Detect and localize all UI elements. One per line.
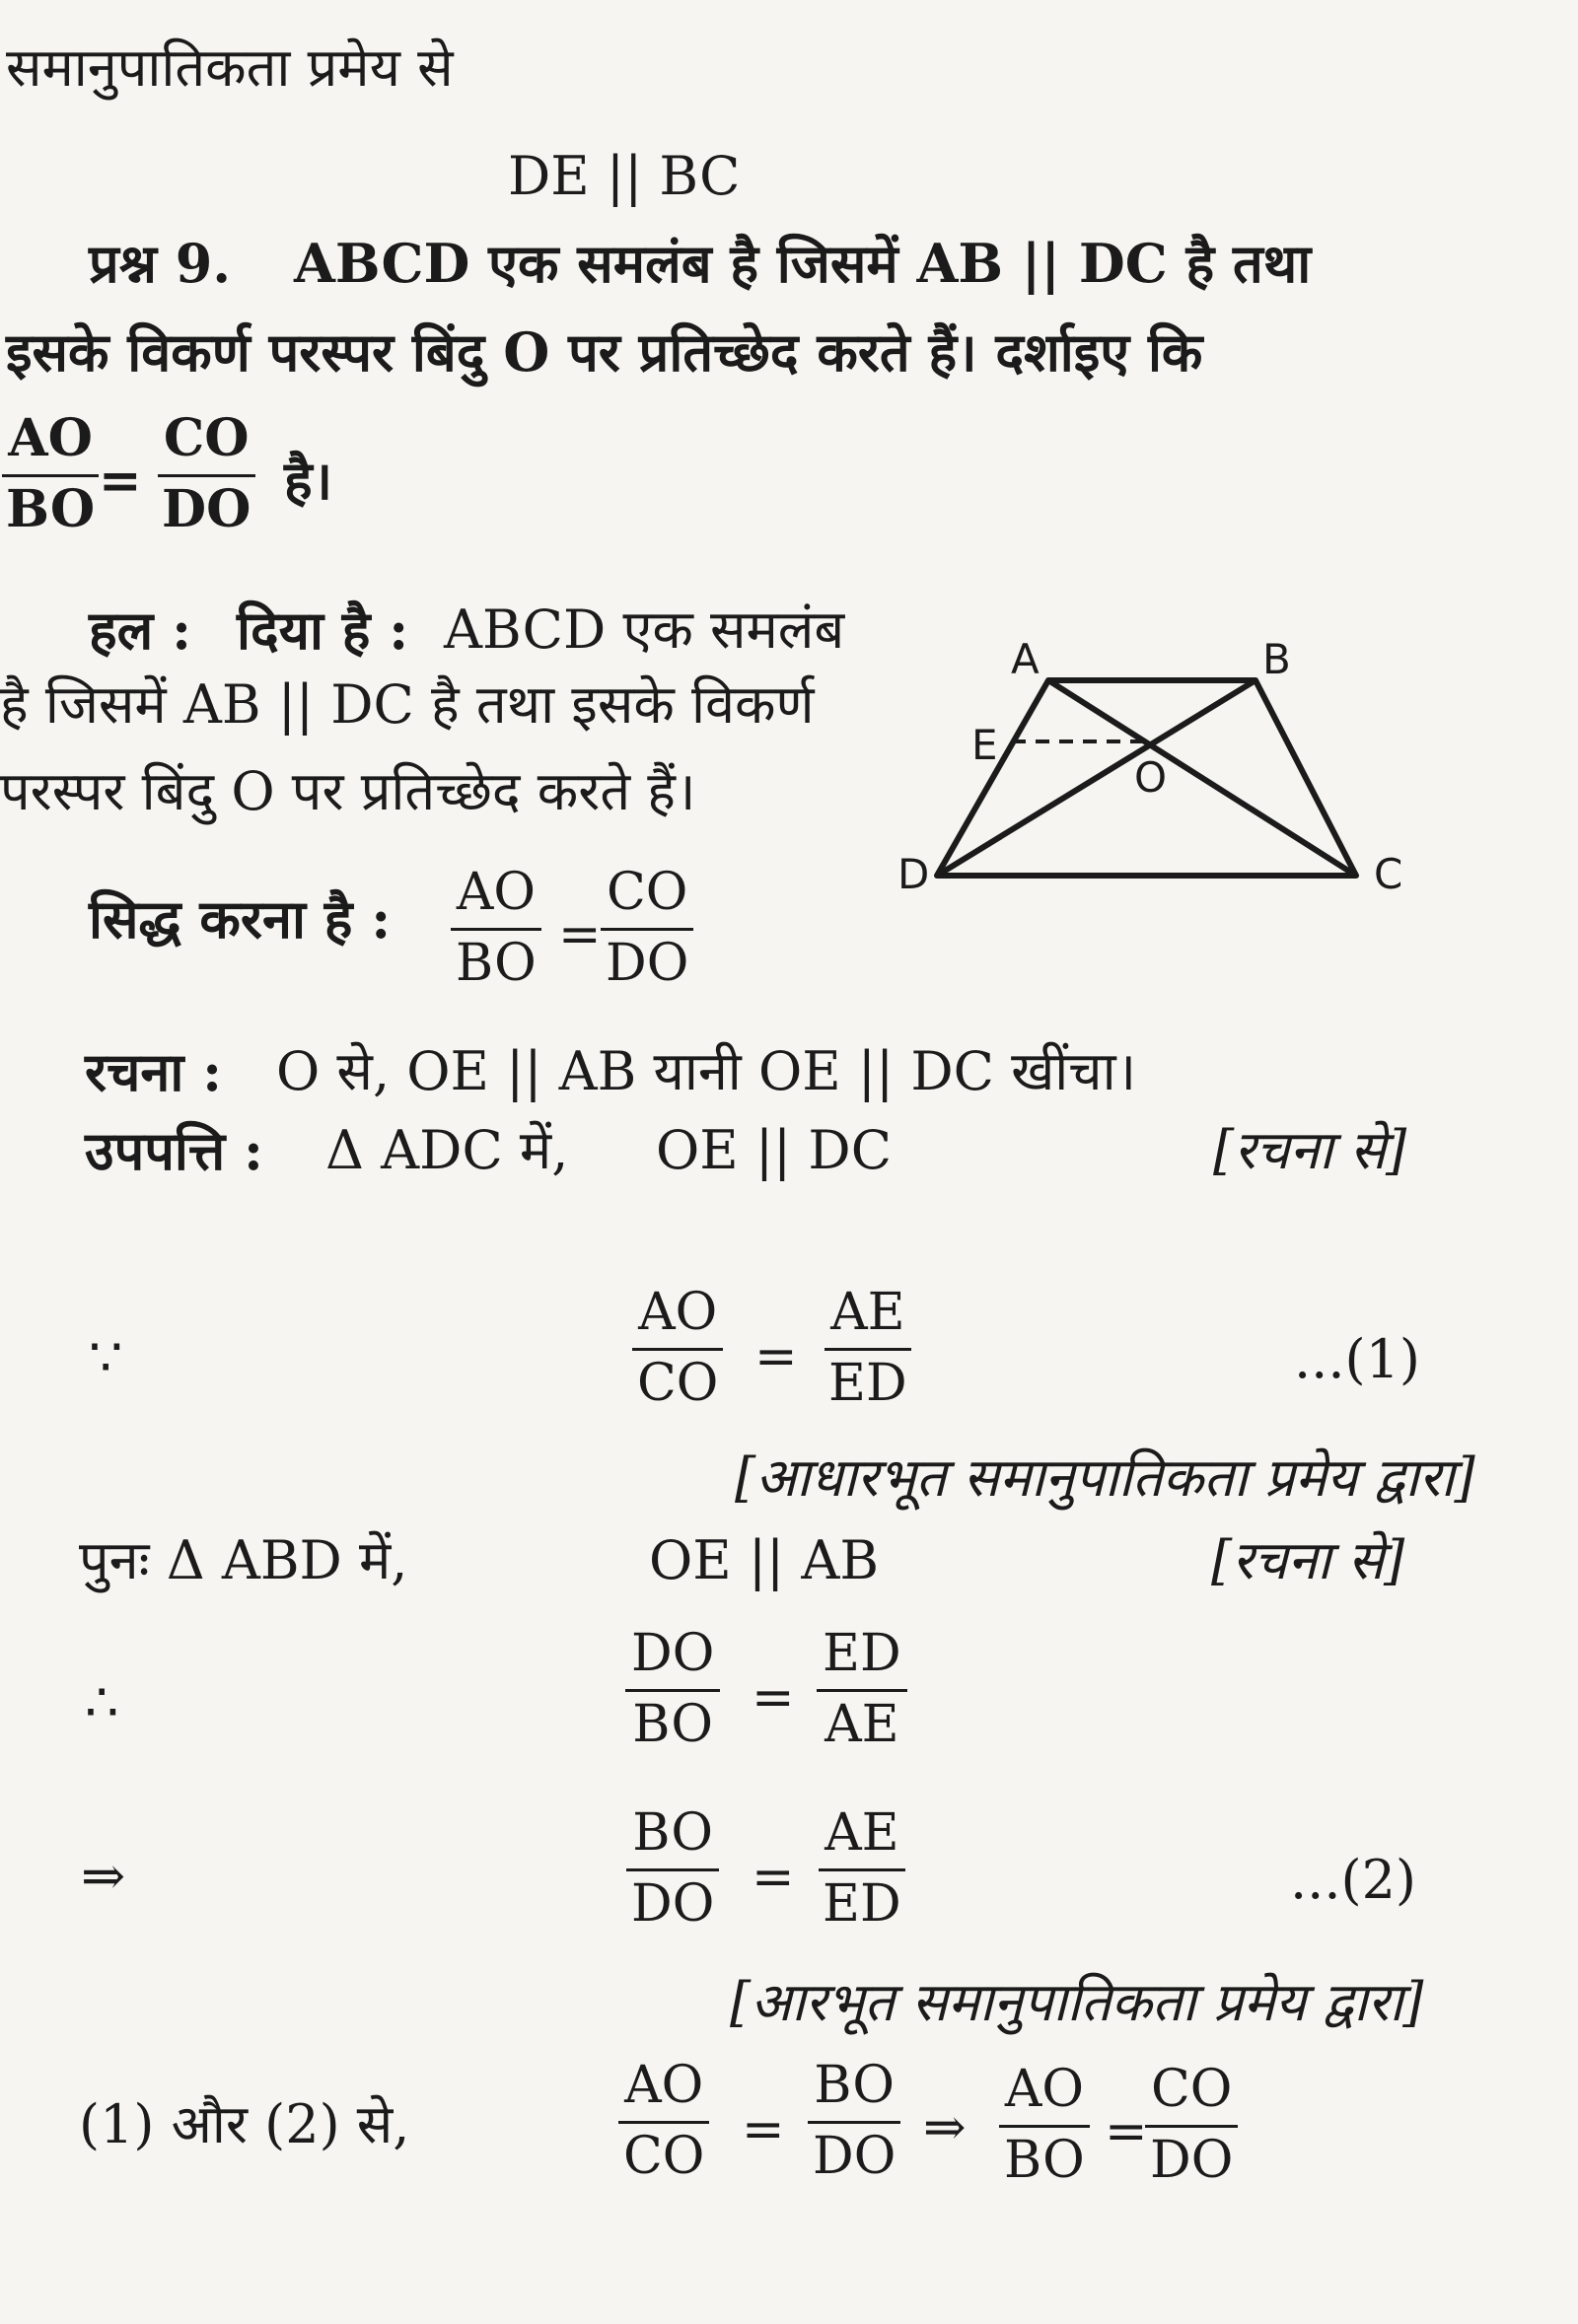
equals-sign: =: [754, 1327, 798, 1386]
numerator: AO: [632, 1286, 723, 1351]
denominator: BO: [6, 478, 96, 539]
given-line-1: ABCD एक समलंब: [444, 599, 845, 661]
proof-step1-reason: [रचना से]: [1213, 1119, 1407, 1181]
step5-fraction-left: [625, 1803, 720, 1934]
equals-sign: =: [752, 1668, 795, 1727]
solution-label: हल :: [89, 599, 192, 662]
numerator: DO: [625, 1627, 720, 1692]
denominator: CO: [623, 2126, 705, 2186]
step4-fraction-right: [817, 1624, 907, 1754]
denominator: ED: [823, 1873, 901, 1934]
parallel-statement: DE || BC: [508, 145, 741, 207]
construction-text: O से, OE || AB यानी OE || DC खींचा।: [276, 1040, 1137, 1102]
denominator: BO: [632, 1694, 714, 1754]
final-fraction-3: [998, 2060, 1091, 2190]
numerator: AO: [618, 2059, 709, 2124]
step4-fraction-left: [625, 1624, 720, 1754]
final-fraction-4: [1144, 2060, 1239, 2190]
equals-sign: =: [99, 451, 142, 511]
denominator: DO: [1150, 2130, 1234, 2190]
step2-fraction-left: [631, 1283, 724, 1413]
question-fraction-left: [0, 408, 101, 539]
construction-label: रचना :: [85, 1040, 223, 1103]
question-fraction-right: [156, 408, 256, 539]
denominator: BO: [1004, 2130, 1085, 2190]
numerator: AO: [451, 866, 541, 931]
equals-sign: =: [1105, 2102, 1148, 2161]
denominator: DO: [631, 1873, 715, 1934]
label-a: A: [1011, 635, 1040, 683]
equals-sign: =: [558, 905, 602, 964]
label-b: B: [1262, 635, 1291, 683]
label-e: E: [971, 721, 998, 769]
step5-reason: [आरभूत समानुपातिकता प्रमेय द्वारा]: [730, 1971, 1424, 2033]
numerator: BO: [808, 2059, 900, 2124]
denominator: CO: [637, 1353, 719, 1413]
step2-reason: [आधारभूत समानुपातिकता प्रमेय द्वारा]: [735, 1446, 1475, 1509]
numerator: CO: [1145, 2063, 1238, 2128]
proof-step3-mid: OE || AB: [649, 1529, 880, 1591]
given-line-3: परस्पर बिंदु O पर प्रतिच्छेद करते हैं।: [0, 760, 696, 822]
question-line-2: इसके विकर्ण परस्पर बिंदु O पर प्रतिच्छेद करते हैं। दर्शाइए कि: [6, 320, 1203, 384]
because-symbol: ∵: [89, 1326, 123, 1388]
equation-ref-1: ...(1): [1294, 1328, 1420, 1390]
to-prove-label: सिद्ध करना है :: [89, 887, 392, 951]
equals-sign: =: [742, 2100, 785, 2159]
label-c: C: [1374, 850, 1403, 898]
prove-fraction-left: [450, 863, 542, 993]
proof-step1-left: Δ ADC में,: [325, 1119, 569, 1181]
denominator: DO: [606, 933, 689, 993]
numerator: AE: [825, 1286, 911, 1351]
numerator: AO: [999, 2063, 1090, 2128]
question-label: प्रश्न 9.: [89, 232, 232, 295]
step5-fraction-right: [817, 1803, 907, 1934]
given-line-2: है जिसमें AB || DC है तथा इसके विकर्ण: [0, 673, 815, 736]
given-label: दिया है :: [237, 599, 409, 662]
question-tail: है।: [284, 449, 333, 512]
numerator: CO: [158, 412, 255, 477]
equation-ref-2: ...(2): [1290, 1849, 1416, 1911]
final-fraction-2: [807, 2056, 901, 2186]
label-o: O: [1134, 753, 1168, 802]
denominator: BO: [456, 933, 537, 993]
proof-step3-left: पुनः Δ ABD में,: [79, 1529, 408, 1591]
therefore-symbol: ∴: [85, 1671, 119, 1733]
denominator: DO: [162, 478, 251, 539]
final-fraction-1: [617, 2056, 710, 2186]
question-line-1: ABCD एक समलंब है जिसमें AB || DC है तथा: [294, 232, 1312, 295]
implies-symbol: ⇒: [81, 1845, 126, 1907]
numerator: AO: [2, 412, 99, 477]
equals-sign: =: [752, 1848, 795, 1907]
prove-fraction-right: [600, 863, 694, 993]
step2-fraction-right: [823, 1283, 913, 1413]
numerator: BO: [626, 1806, 719, 1871]
denominator: AE: [825, 1694, 899, 1754]
implies-sign: ⇒: [923, 2098, 967, 2157]
proof-label: उपपत्ति :: [85, 1119, 263, 1182]
denominator: DO: [813, 2126, 897, 2186]
intro-line: समानुपातिकता प्रमेय से: [6, 36, 454, 99]
label-d: D: [897, 850, 930, 898]
final-left: (1) और (2) से,: [79, 2093, 410, 2155]
numerator: ED: [817, 1627, 907, 1692]
denominator: ED: [828, 1353, 907, 1413]
numerator: CO: [601, 866, 693, 931]
proof-step3-reason: [रचना से]: [1211, 1529, 1405, 1591]
proof-step1-mid: OE || DC: [656, 1119, 893, 1181]
numerator: AE: [819, 1806, 905, 1871]
